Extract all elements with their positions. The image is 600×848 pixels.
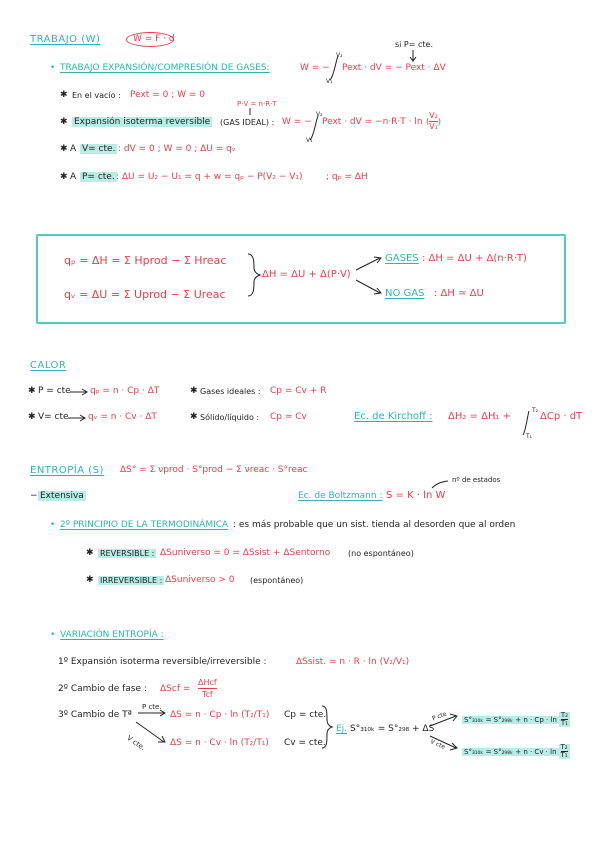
box-dh: ΔH = ΔU + Δ(P·V) — [262, 269, 351, 280]
expansion-formula-a: W = − — [300, 63, 330, 73]
reversible-formula: ΔSuniverso = 0 = ΔSsist + ΔSentorno — [160, 548, 331, 558]
star-bullet: ✱ — [86, 548, 94, 558]
integral-upper-limit: V₂ — [316, 111, 323, 118]
star-bullet: ✱ — [60, 144, 68, 154]
star-bullet: ✱ — [190, 386, 198, 396]
irreversible-note: (espontáneo) — [250, 576, 304, 585]
integral-lower-limit: V₁ — [306, 137, 313, 144]
isotherm-formula-a: W = − — [282, 117, 312, 127]
entropy-formula: ΔS° = Σ νprod · S°prod − Σ νreac · S°reac — [120, 465, 308, 475]
pcte-label-b-wrap — [80, 172, 117, 182]
item3-fp-note: Cp = cte. — [284, 710, 327, 720]
item3-pcte: P cte. — [142, 703, 162, 711]
isotherm-paren: (GAS IDEAL) : — [220, 118, 275, 127]
vacuum-formula: Pext = 0 ; W = 0 — [130, 90, 205, 100]
second-principle-text: : es más probable que un sist. tienda al desorden que al orden — [233, 520, 516, 530]
pcte-qp: ; qₚ = ΔH — [326, 172, 368, 182]
calor-sol-formula: Cp ≃ Cv — [270, 412, 307, 422]
star-bullet: ✱ — [86, 575, 94, 585]
boltzmann-label: Ec. de Boltzmann : — [298, 491, 383, 501]
variacion-title: VARIACIÓN ENTROPÍA : — [60, 630, 164, 640]
pcte-label-b: P= cte. — [82, 172, 115, 182]
fraction-denominator: T₁ — [560, 719, 568, 727]
bullet-dot: • — [50, 630, 56, 640]
isotherm-label — [72, 117, 212, 127]
section-title-calor: CALOR — [30, 360, 67, 371]
item3-label: 3º Cambio de Tª — [58, 710, 132, 720]
calor-v-formula: qᵥ = n · Cv · ΔT — [88, 412, 157, 422]
item3-fp: ΔS = n · Cp · ln (T₂/T₁) — [170, 710, 270, 720]
second-principle-label: 2º PRINCIPIO DE LA TERMODINÁMICA — [60, 520, 229, 530]
fraction-numerator: T₂ — [560, 743, 568, 751]
ej-p-wrap — [462, 712, 570, 727]
item3-vcte: V cte. — [125, 734, 147, 753]
bullet-dot: • — [50, 520, 56, 530]
star-bullet: ✱ — [60, 90, 68, 100]
fraction-numerator: T₂ — [560, 711, 568, 719]
item1-label: 1º Expansión isoterma reversible/irreversible : — [58, 657, 267, 667]
ej-label: Ej. — [336, 724, 348, 734]
box-qp: qₚ = ΔH = Σ Hprod − Σ Hreac — [64, 254, 227, 267]
ej-vcte: V cte — [429, 738, 447, 751]
box-gases-formula: : ΔH = ΔU + Δ(n·R·T) — [422, 253, 527, 264]
boltzmann-formula: S = K · ln W — [386, 490, 446, 501]
calor-gas-label: Gases ideales : — [200, 387, 261, 396]
irreversible-wrap — [98, 576, 164, 585]
section-title-trabajo: TRABAJO (W) — [30, 34, 101, 45]
ej-formula: S°₃₁₀ₖ = S°₂₉₈ + ΔS — [350, 724, 435, 734]
ej-v-formula: S°₃₁₀ₖ = S°₂₉₈ₖ + n · Cv · ln — [464, 747, 557, 756]
box-nogas-label: NO GAS — [385, 288, 425, 299]
extensiva-label: Extensiva — [40, 491, 84, 501]
dash-bullet: − — [30, 491, 38, 501]
vcte-label-b-wrap — [80, 144, 117, 154]
box-nogas-formula: : ΔH ≃ ΔU — [434, 288, 484, 299]
reversible-wrap — [98, 549, 156, 558]
isotherm-fraction: ( $\frac{\text{V₂}}{\text{V₁}}$ ) — [426, 111, 441, 131]
boltzmann-note: nº de estados — [452, 476, 501, 484]
isotherm-label-text: Expansión isoterma reversible — [74, 117, 211, 127]
calor-gas-formula: Cp = Cv + R — [270, 386, 327, 396]
work-formula: W = F · d — [133, 34, 175, 44]
kirchoff-lower-limit: T₁ — [526, 433, 533, 440]
vcte-label-a: A — [70, 144, 77, 154]
pcte-formula: : ΔU = U₂ − U₁ = q + w = qₚ − P(V₂ − V₁) — [116, 172, 303, 182]
item2-formula: ΔScf = — [160, 684, 191, 694]
item2-fraction — [198, 677, 217, 700]
note-p-constant: si P= cte. — [395, 40, 434, 49]
calor-sol-label: Sólido/líquido : — [200, 413, 260, 422]
kirchoff-formula-a: ΔH₂ = ΔH₁ + — [448, 411, 512, 422]
item3-fv: ΔS = n · Cv · ln (T₂/T₁) — [170, 738, 269, 748]
box-qv: qᵥ = ΔU = Σ Uprod − Σ Ureac — [64, 288, 226, 301]
fraction-denominator: T₁ — [560, 751, 568, 759]
star-bullet: ✱ — [28, 412, 36, 422]
kirchoff-upper-limit: T₂ — [532, 407, 539, 414]
fraction-denominator: V₁ — [429, 122, 438, 131]
star-bullet: ✱ — [28, 386, 36, 396]
fraction-denominator: Tcf — [201, 690, 213, 699]
fraction-numerator: ΔHcf — [198, 678, 217, 687]
ej-v-wrap — [462, 744, 570, 759]
calor-v-label: V= cte — [38, 412, 69, 422]
extensiva-wrap — [38, 491, 86, 501]
fraction-numerator: V₂ — [429, 111, 438, 120]
irreversible-label: IRREVERSIBLE : — [100, 576, 163, 585]
calor-p-label: P = cte — [38, 386, 71, 396]
integral-upper-limit: V₂ — [336, 52, 343, 59]
irreversible-formula: ΔSuniverso > 0 — [165, 575, 235, 585]
pcte-label-a: A — [70, 172, 77, 182]
integral-lower-limit: V₁ — [326, 78, 333, 85]
calor-p-formula: qₚ = n · Cp · ΔT — [90, 386, 160, 396]
ej-pcte: P cte — [431, 710, 448, 723]
kirchoff-label: Ec. de Kirchoff : — [354, 411, 433, 422]
vcte-formula: : dV = 0 ; W = 0 ; ΔU = qᵥ — [118, 144, 236, 154]
ideal-gas-law: P·V = n·R·T — [237, 100, 277, 108]
kirchoff-formula-b: ΔCp · dT — [540, 411, 583, 422]
isotherm-formula-b: Pext · dV = −n·R·T · ln — [322, 117, 423, 127]
item2-label: 2º Cambio de fase : — [58, 684, 147, 694]
bullet-dot: • — [50, 63, 56, 73]
item3-fv-note: Cv = cte. — [284, 738, 326, 748]
vacuum-label: En el vacío : — [72, 91, 121, 100]
vcte-label-b: V= cte. — [82, 144, 116, 154]
expansion-label: TRABAJO EXPANSIÓN/COMPRESIÓN DE GASES: — [60, 63, 270, 73]
reversible-label: REVERSIBLE : — [100, 549, 155, 558]
section-title-entropia: ENTROPÍA (S) — [30, 465, 104, 476]
item1-formula: ΔSsist. = n · R · ln (V₂/V₁) — [296, 657, 410, 667]
star-bullet: ✱ — [60, 172, 68, 182]
star-bullet: ✱ — [190, 412, 198, 422]
reversible-note: (no espontáneo) — [348, 549, 414, 558]
box-gases-label: GASES — [385, 253, 419, 264]
star-bullet: ✱ — [60, 117, 68, 127]
expansion-formula-b: Pext · dV = − Pext · ΔV — [342, 63, 446, 73]
ej-p-formula: S°₃₁₀ₖ = S°₂₉₈ₖ + n · Cp · ln — [464, 715, 557, 724]
